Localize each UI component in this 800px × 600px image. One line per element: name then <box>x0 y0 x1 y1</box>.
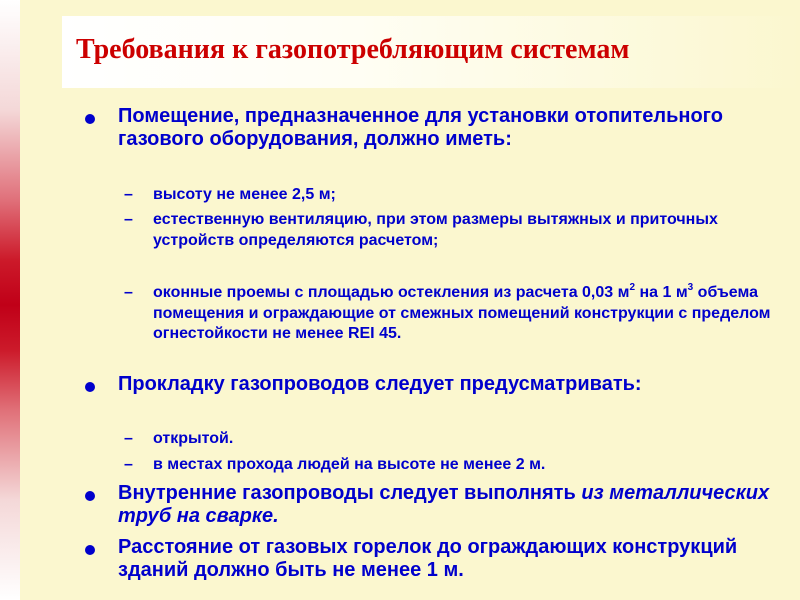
bullet-3-text: Внутренние газопроводы следует выполнять из металлических труб на сварке. <box>118 482 770 527</box>
dash-icon: – <box>124 186 133 203</box>
sub-item-1-3-text: оконные проемы с площадью остекления из расчета 0,03 $м^2$ на 1 $м^3$ объема помещения и ограждающие от смежных помещений конструкции с пределом огнестойкости не менее REI 45. <box>153 282 771 342</box>
bullet-icon <box>85 545 95 555</box>
superscript-3: 3 <box>687 282 694 293</box>
bullet-icon <box>85 382 95 392</box>
sub-item-2-2-text: в местах прохода людей на высоте не менее 2 м. <box>153 456 546 473</box>
bullet-2-text: Прокладку газопроводов следует предусматривать: <box>118 373 642 395</box>
superscript-2: 2 <box>629 282 636 293</box>
bullet-4-text: Расстояние от газовых горелок до ограждающих конструкций зданий должно быть не менее 1 м. <box>118 536 738 581</box>
sub-item-2-1-text: открытой. <box>153 430 234 447</box>
bullet-1-text: Помещение, предназначенное для установки отопительного газового оборудования, должно иметь: <box>118 105 723 150</box>
slide-title: Требования к газопотребляющим системам <box>76 34 630 65</box>
bullet-icon <box>85 114 95 124</box>
dash-icon: – <box>124 430 133 447</box>
bullet-icon <box>85 491 95 501</box>
dash-icon: – <box>124 211 133 228</box>
dash-icon: – <box>124 284 133 301</box>
bullet-3-italic-text: из металлических труб на сварке. <box>118 482 770 527</box>
sub-item-1-1-text: высоту не менее 2,5 м; <box>153 186 336 203</box>
sub-item-1-2-text: естественную вентиляцию, при этом размеры вытяжных и приточных устройств определяются расчетом; <box>153 211 718 249</box>
dash-icon: – <box>124 456 133 473</box>
